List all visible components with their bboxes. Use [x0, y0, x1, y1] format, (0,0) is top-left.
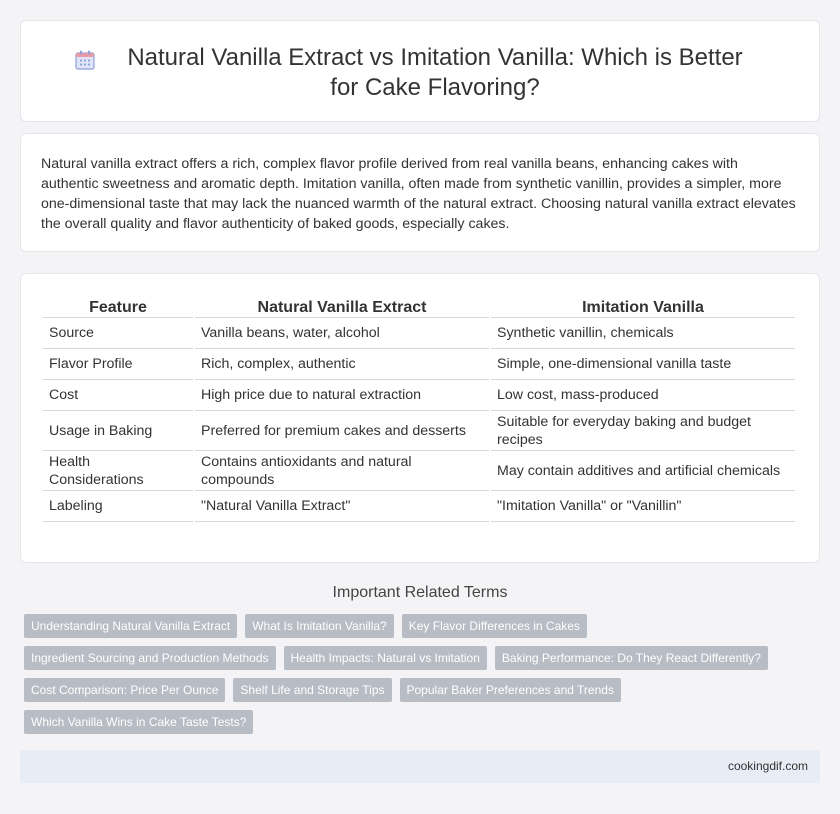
tag-row [24, 614, 814, 638]
comparison-table-card [20, 273, 820, 563]
cell-feature: Source [43, 318, 193, 349]
tag-row [24, 710, 814, 734]
cell-feature: Usage in Baking [43, 411, 193, 451]
table-row [43, 411, 795, 451]
intro-paragraph: Natural vanilla extract offers a rich, complex flavor profile derived from real vanilla beans, enhancing cakes with authentic sweetness and aromatic depth. Imitation vanilla, often made from synthetic vanillin, provides a simpler, more one-dimensional taste that may lack the nuanced warmth of the natural extract. Choosing natural vanilla extract elevates the overall quality and flavor authenticity of baked goods, especially cakes. [41, 156, 796, 232]
cell-feature: Flavor Profile [43, 349, 193, 380]
cell-imitation: "Imitation Vanilla" or "Vanillin" [491, 491, 795, 522]
comparison-table [41, 294, 797, 522]
table-row [43, 318, 795, 349]
table-row [43, 491, 795, 522]
tag-link[interactable]: Baking Performance: Do They React Differently? [495, 646, 768, 670]
tag-link[interactable]: Key Flavor Differences in Cakes [402, 614, 587, 638]
footer [20, 750, 820, 783]
tag-link[interactable]: Health Impacts: Natural vs Imitation [284, 646, 487, 670]
tag-link[interactable]: Ingredient Sourcing and Production Methods [24, 646, 276, 670]
table-row [43, 380, 795, 411]
cell-imitation: May contain additives and artificial chemicals [491, 451, 795, 491]
cell-feature: Cost [43, 380, 193, 411]
table-row [43, 349, 795, 380]
cell-imitation: Suitable for everyday baking and budget recipes [491, 411, 795, 451]
header-card [20, 20, 820, 122]
cell-natural: "Natural Vanilla Extract" [195, 491, 489, 522]
footer-site-link[interactable]: cookingdif.com [727, 759, 808, 773]
cell-imitation: Synthetic vanillin, chemicals [491, 318, 795, 349]
tag-link[interactable]: Popular Baker Preferences and Trends [400, 678, 621, 702]
table-header-row [43, 294, 795, 318]
related-terms-tags [24, 614, 814, 742]
header-natural: Natural Vanilla Extract [195, 294, 489, 318]
cell-natural: Preferred for premium cakes and desserts [195, 411, 489, 451]
tag-link[interactable]: What Is Imitation Vanilla? [245, 614, 394, 638]
tag-link[interactable]: Which Vanilla Wins in Cake Taste Tests? [24, 710, 253, 734]
intro-card [20, 133, 820, 252]
tag-row [24, 678, 814, 702]
cell-feature: Health Considerations [43, 451, 193, 491]
title-wrap [21, 43, 819, 103]
cell-feature: Labeling [43, 491, 193, 522]
header-imitation: Imitation Vanilla [491, 294, 795, 318]
cell-natural: High price due to natural extraction [195, 380, 489, 411]
table-row [43, 451, 795, 491]
tag-link[interactable]: Shelf Life and Storage Tips [233, 678, 391, 702]
tag-link[interactable]: Understanding Natural Vanilla Extract [24, 614, 237, 638]
page-title: Natural Vanilla Extract vs Imitation Vanilla: Which is Better for Cake Flavoring? [127, 44, 743, 101]
cell-imitation: Low cost, mass-produced [491, 380, 795, 411]
cell-natural: Rich, complex, authentic [195, 349, 489, 380]
tag-link[interactable]: Cost Comparison: Price Per Ounce [24, 678, 225, 702]
cell-imitation: Simple, one-dimensional vanilla taste [491, 349, 795, 380]
cell-natural: Contains antioxidants and natural compounds [195, 451, 489, 491]
calendar-icon [74, 49, 96, 71]
related-terms-title: Important Related Terms [332, 584, 508, 601]
header-feature: Feature [43, 294, 193, 318]
tag-row [24, 646, 814, 670]
cell-natural: Vanilla beans, water, alcohol [195, 318, 489, 349]
